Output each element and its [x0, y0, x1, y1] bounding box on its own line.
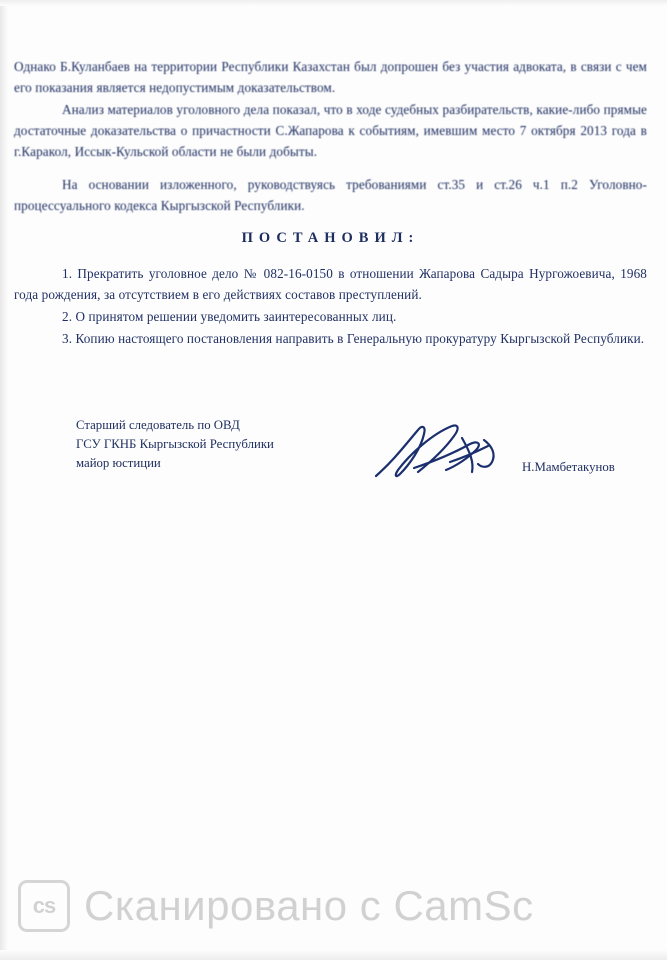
camscanner-watermark [18, 880, 534, 932]
signature-line-3: майор юстиции [76, 456, 161, 470]
paragraph-3: На основании изложенного, руководствуясь требованиями ст.35 и ст.26 ч.1 п.2 Уголовно-процессуального кодекса Кыргызской Республики. [14, 177, 647, 213]
scan-edge-top [0, 0, 667, 6]
paragraph-2: Анализ материалов уголовного дела показал, что в ходе судебных разбирательств, какие-либо прямые достаточные доказательства о причастности С.Жапарова к событиям, имевшим место 7 октября 2013 года в г.Каракол, Иссык-Кульской области не были добыты. [14, 102, 647, 159]
signature-block [76, 416, 274, 473]
paragraph-1: Однако Б.Куланбаев на территории Республики Казахстан был допрошен без участия адвоката, в связи с чем его показания является недопустимым доказательством. [14, 59, 647, 95]
decision-item-1: 1. Прекратить уголовное дело № 082-16-0150 в отношении Жапарова Садыра Нургожоевича, 1968 года рождения, за отсутствием в его действиях составов преступлений. [14, 266, 647, 302]
signer-name: Н.Мамбетакунов [522, 460, 615, 474]
decision-item-2: 2. О принятом решении уведомить заинтересованных лиц. [62, 309, 397, 324]
signature-line-2: ГСУ ГКНБ Кыргызской Республики [76, 437, 274, 451]
scan-edge-bottom [0, 950, 667, 960]
spacer [14, 163, 647, 174]
document-body [14, 56, 647, 474]
decision-item-3: 3. Копию настоящего постановления направить в Генеральную прокуратуру Кыргызской Республики. [62, 331, 645, 346]
camscanner-logo-icon: cs [18, 880, 70, 932]
ruling-heading: ПОСТАНОВИЛ: [241, 230, 420, 246]
handwritten-signature-icon [366, 418, 516, 488]
scan-edge-left [0, 0, 8, 960]
camscanner-watermark-text: Сканировано с CamSc [84, 882, 534, 929]
signature-line-1: Старший следователь по ОВД [76, 418, 240, 432]
